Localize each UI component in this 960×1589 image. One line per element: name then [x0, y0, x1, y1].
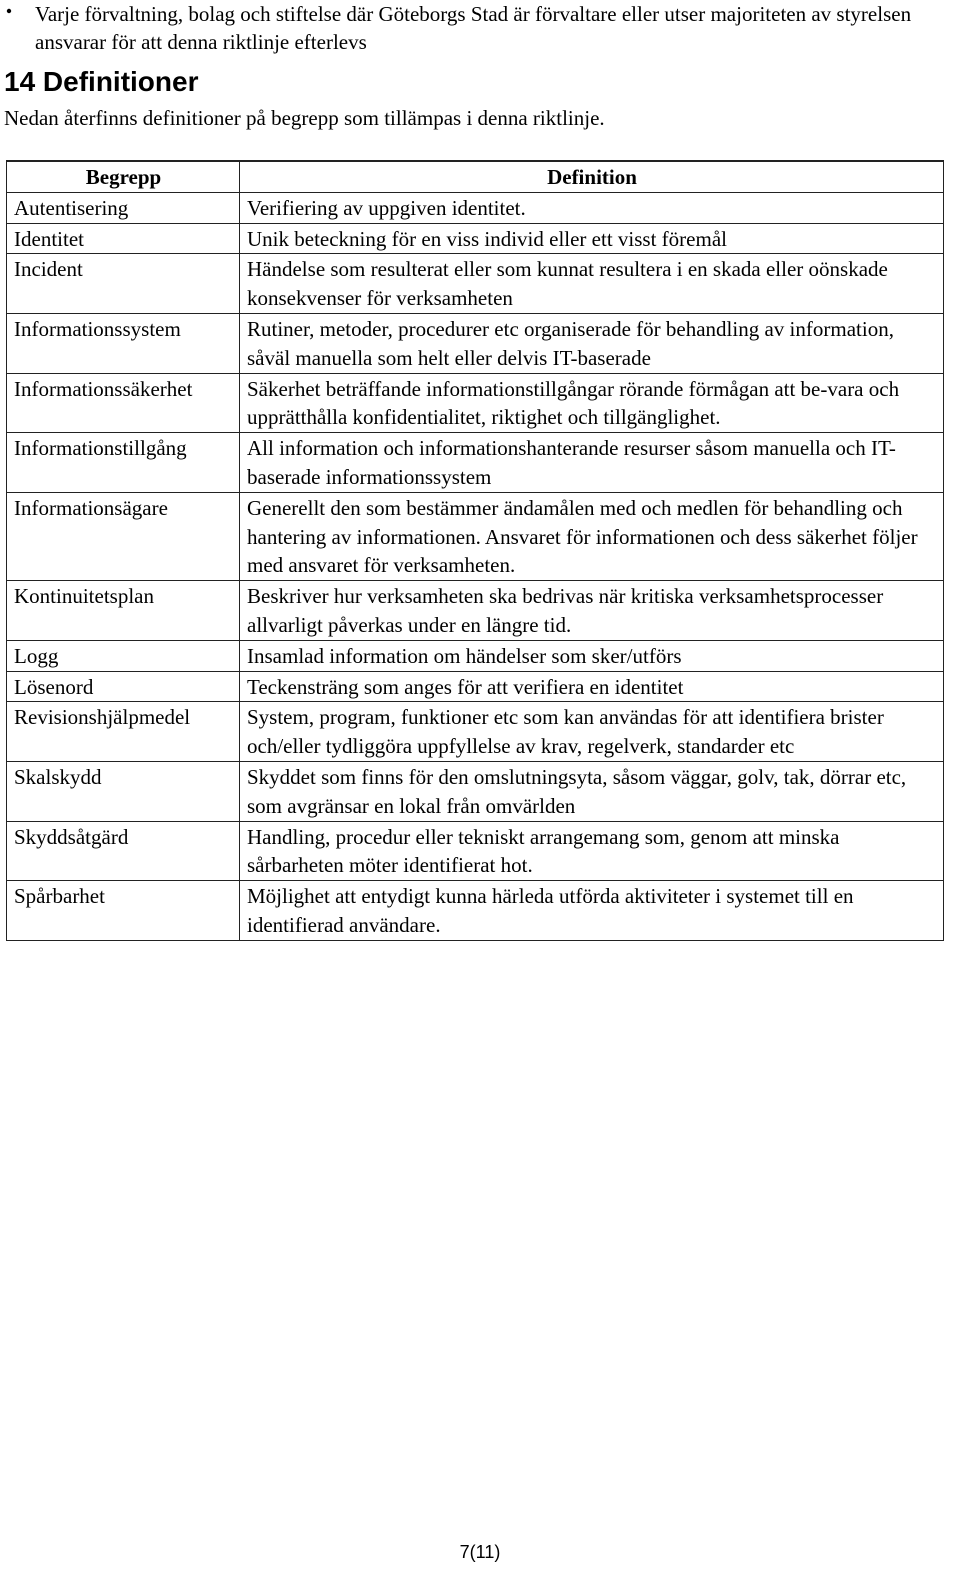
- term-cell: Informationssystem: [7, 313, 240, 373]
- table-row: [7, 581, 944, 641]
- table-row: [7, 492, 944, 580]
- table-row: [7, 313, 944, 373]
- definition-cell: Teckensträng som anges för att verifiera en identitet: [240, 671, 944, 702]
- table-header-row: [7, 161, 944, 192]
- term-cell: Spårbarhet: [7, 881, 240, 941]
- term-cell: Kontinuitetsplan: [7, 581, 240, 641]
- table-row: [7, 433, 944, 493]
- definition-cell: System, program, funktioner etc som kan användas för att identifiera brister och/eller tydliggöra uppfyllelse av krav, regelverk, standarder etc: [240, 702, 944, 762]
- table-row: [7, 223, 944, 254]
- term-cell: Informationstillgång: [7, 433, 240, 493]
- header-definition: Definition: [240, 161, 944, 192]
- term-cell: Autentisering: [7, 192, 240, 223]
- term-cell: Incident: [7, 254, 240, 314]
- definition-cell: Unik beteckning för en viss individ eller ett visst föremål: [240, 223, 944, 254]
- table-row: [7, 881, 944, 941]
- definitions-table: [6, 160, 944, 941]
- definition-cell: Verifiering av uppgiven identitet.: [240, 192, 944, 223]
- term-cell: Skyddsåtgärd: [7, 821, 240, 881]
- section-heading: 14 Definitioner: [4, 66, 199, 97]
- term-cell: Informationsägare: [7, 492, 240, 580]
- bullet-text: Varje förvaltning, bolag och stiftelse där Göteborgs Stad är förvaltare eller utser majoriteten av styrelsen ansvarar för att denna riktlinje efterlevs: [35, 2, 912, 54]
- bullet-icon: [6, 8, 12, 14]
- definition-cell: Möjlighet att entydigt kunna härleda utförda aktiviteter i systemet till en identifierad användare.: [240, 881, 944, 941]
- table-row: [7, 671, 944, 702]
- definition-cell: Insamlad information om händelser som sker/utförs: [240, 640, 944, 671]
- table-row: [7, 254, 944, 314]
- table-row: [7, 702, 944, 762]
- table-row: [7, 373, 944, 433]
- term-cell: Lösenord: [7, 671, 240, 702]
- definition-cell: Skyddet som finns för den omslutningsyta, såsom väggar, golv, tak, dörrar etc, som avgränsar en lokal från omvärlden: [240, 761, 944, 821]
- definition-cell: Generellt den som bestämmer ändamålen med och medlen för behandling och hantering av informationen. Ansvaret för informationen och dess säkerhet följer med ansvaret för verksamheten.: [240, 492, 944, 580]
- term-cell: Identitet: [7, 223, 240, 254]
- definition-cell: All information och informationshanterande resurser såsom manuella och IT-baserade informationssystem: [240, 433, 944, 493]
- table-row: [7, 821, 944, 881]
- table-row: [7, 640, 944, 671]
- section-intro: Nedan återfinns definitioner på begrepp som tillämpas i denna riktlinje.: [4, 106, 605, 130]
- term-cell: Informationssäkerhet: [7, 373, 240, 433]
- definition-cell: Rutiner, metoder, procedurer etc organiserade för behandling av information, såväl manuella som helt eller delvis IT-baserade: [240, 313, 944, 373]
- table-row: [7, 761, 944, 821]
- term-cell: Logg: [7, 640, 240, 671]
- definition-cell: Handling, procedur eller tekniskt arrangemang som, genom att minska sårbarheten möter identifierat hot.: [240, 821, 944, 881]
- term-cell: Revisionshjälpmedel: [7, 702, 240, 762]
- page-number: 7(11): [459, 1542, 501, 1562]
- table-row: [7, 192, 944, 223]
- definition-cell: Säkerhet beträffande informationstillgångar rörande förmågan att be-vara och upprätthålla konfidentialitet, riktighet och tillgänglighet.: [240, 373, 944, 433]
- term-cell: Skalskydd: [7, 761, 240, 821]
- definition-cell: Händelse som resulterat eller som kunnat resultera i en skada eller oönskade konsekvenser för verksamheten: [240, 254, 944, 314]
- definition-cell: Beskriver hur verksamheten ska bedrivas när kritiska verksamhetsprocesser allvarligt påverkas under en längre tid.: [240, 581, 944, 641]
- header-term: Begrepp: [7, 161, 240, 192]
